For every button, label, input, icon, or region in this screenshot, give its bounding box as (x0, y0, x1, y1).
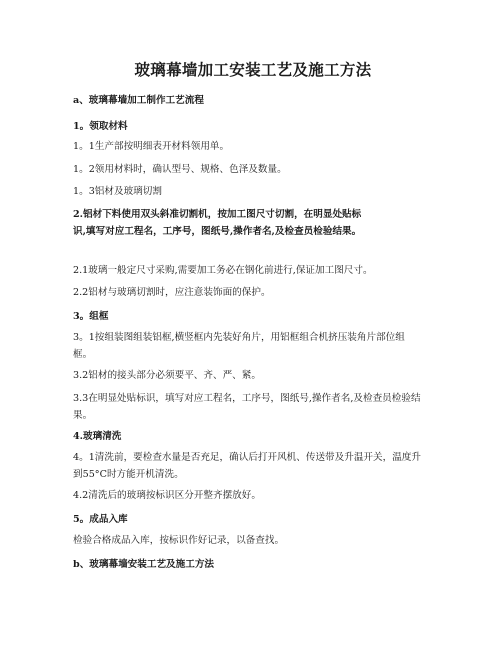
paragraph-3-1: 3。1按组装图组装铝框,横竖框内先装好角片，用铝框组合机挤压装角片部位组框。 (73, 332, 405, 360)
subsection-heading-4: 4.玻璃清洗 (73, 431, 122, 442)
paragraph-5: 检验合格成品入库，按标识作好记录，以备查找。 (73, 535, 285, 546)
section-heading-a: a、玻璃幕墙加工制作工艺流程 (73, 95, 204, 106)
subsection-heading-3: 3。组框 (73, 311, 109, 322)
paragraph-4-1: 4。1清洗前，要检查水量是否充足，确认后打开风机、传送带及升温开关，温度升到55°C时方能开机清洗。 (73, 452, 421, 480)
subsection-heading-2: 2.铝材下料使用双头斜准切割机，按加工图尺寸切割，在明显处贴标识,填写对应工程名，工序号，图纸号,操作者名,及检查员检验结果。 (73, 209, 362, 237)
paragraph-2-1: 2.1玻璃一般定尺寸采购,需要加工务必在钢化前进行,保证加工图尺寸。 (73, 265, 373, 276)
paragraph-1-1: 1。1生产部按明细表开材料领用单。 (73, 141, 230, 152)
paragraph-3-3: 3.3在明显处贴标识，填写对应工程名，工序号，图纸号,操作者名,及检查员检验结果。 (73, 393, 421, 421)
subsection-heading-5: 5。成品入库 (73, 514, 128, 525)
paragraph-1-2: 1。2领用材料时，确认型号、规格、色泽及数量。 (73, 164, 287, 175)
paragraph-3-2: 3.2铝材的接头部分必须要平、齐、严、紧。 (73, 370, 261, 381)
paragraph-1-3: 1。3铝材及玻璃切割 (73, 186, 162, 197)
section-heading-b: b、玻璃幕墙安装工艺及施工方法 (73, 559, 215, 570)
document-title: 玻璃幕墙加工安装工艺及施工方法 (134, 60, 372, 79)
subsection-heading-1: 1。领取材料 (73, 121, 128, 132)
paragraph-2-2: 2.2铝材与玻璃切割时，应注意装饰面的保护。 (73, 287, 271, 298)
paragraph-4-2: 4.2清洗后的玻璃按标识区分开整齐摆放好。 (73, 490, 261, 501)
